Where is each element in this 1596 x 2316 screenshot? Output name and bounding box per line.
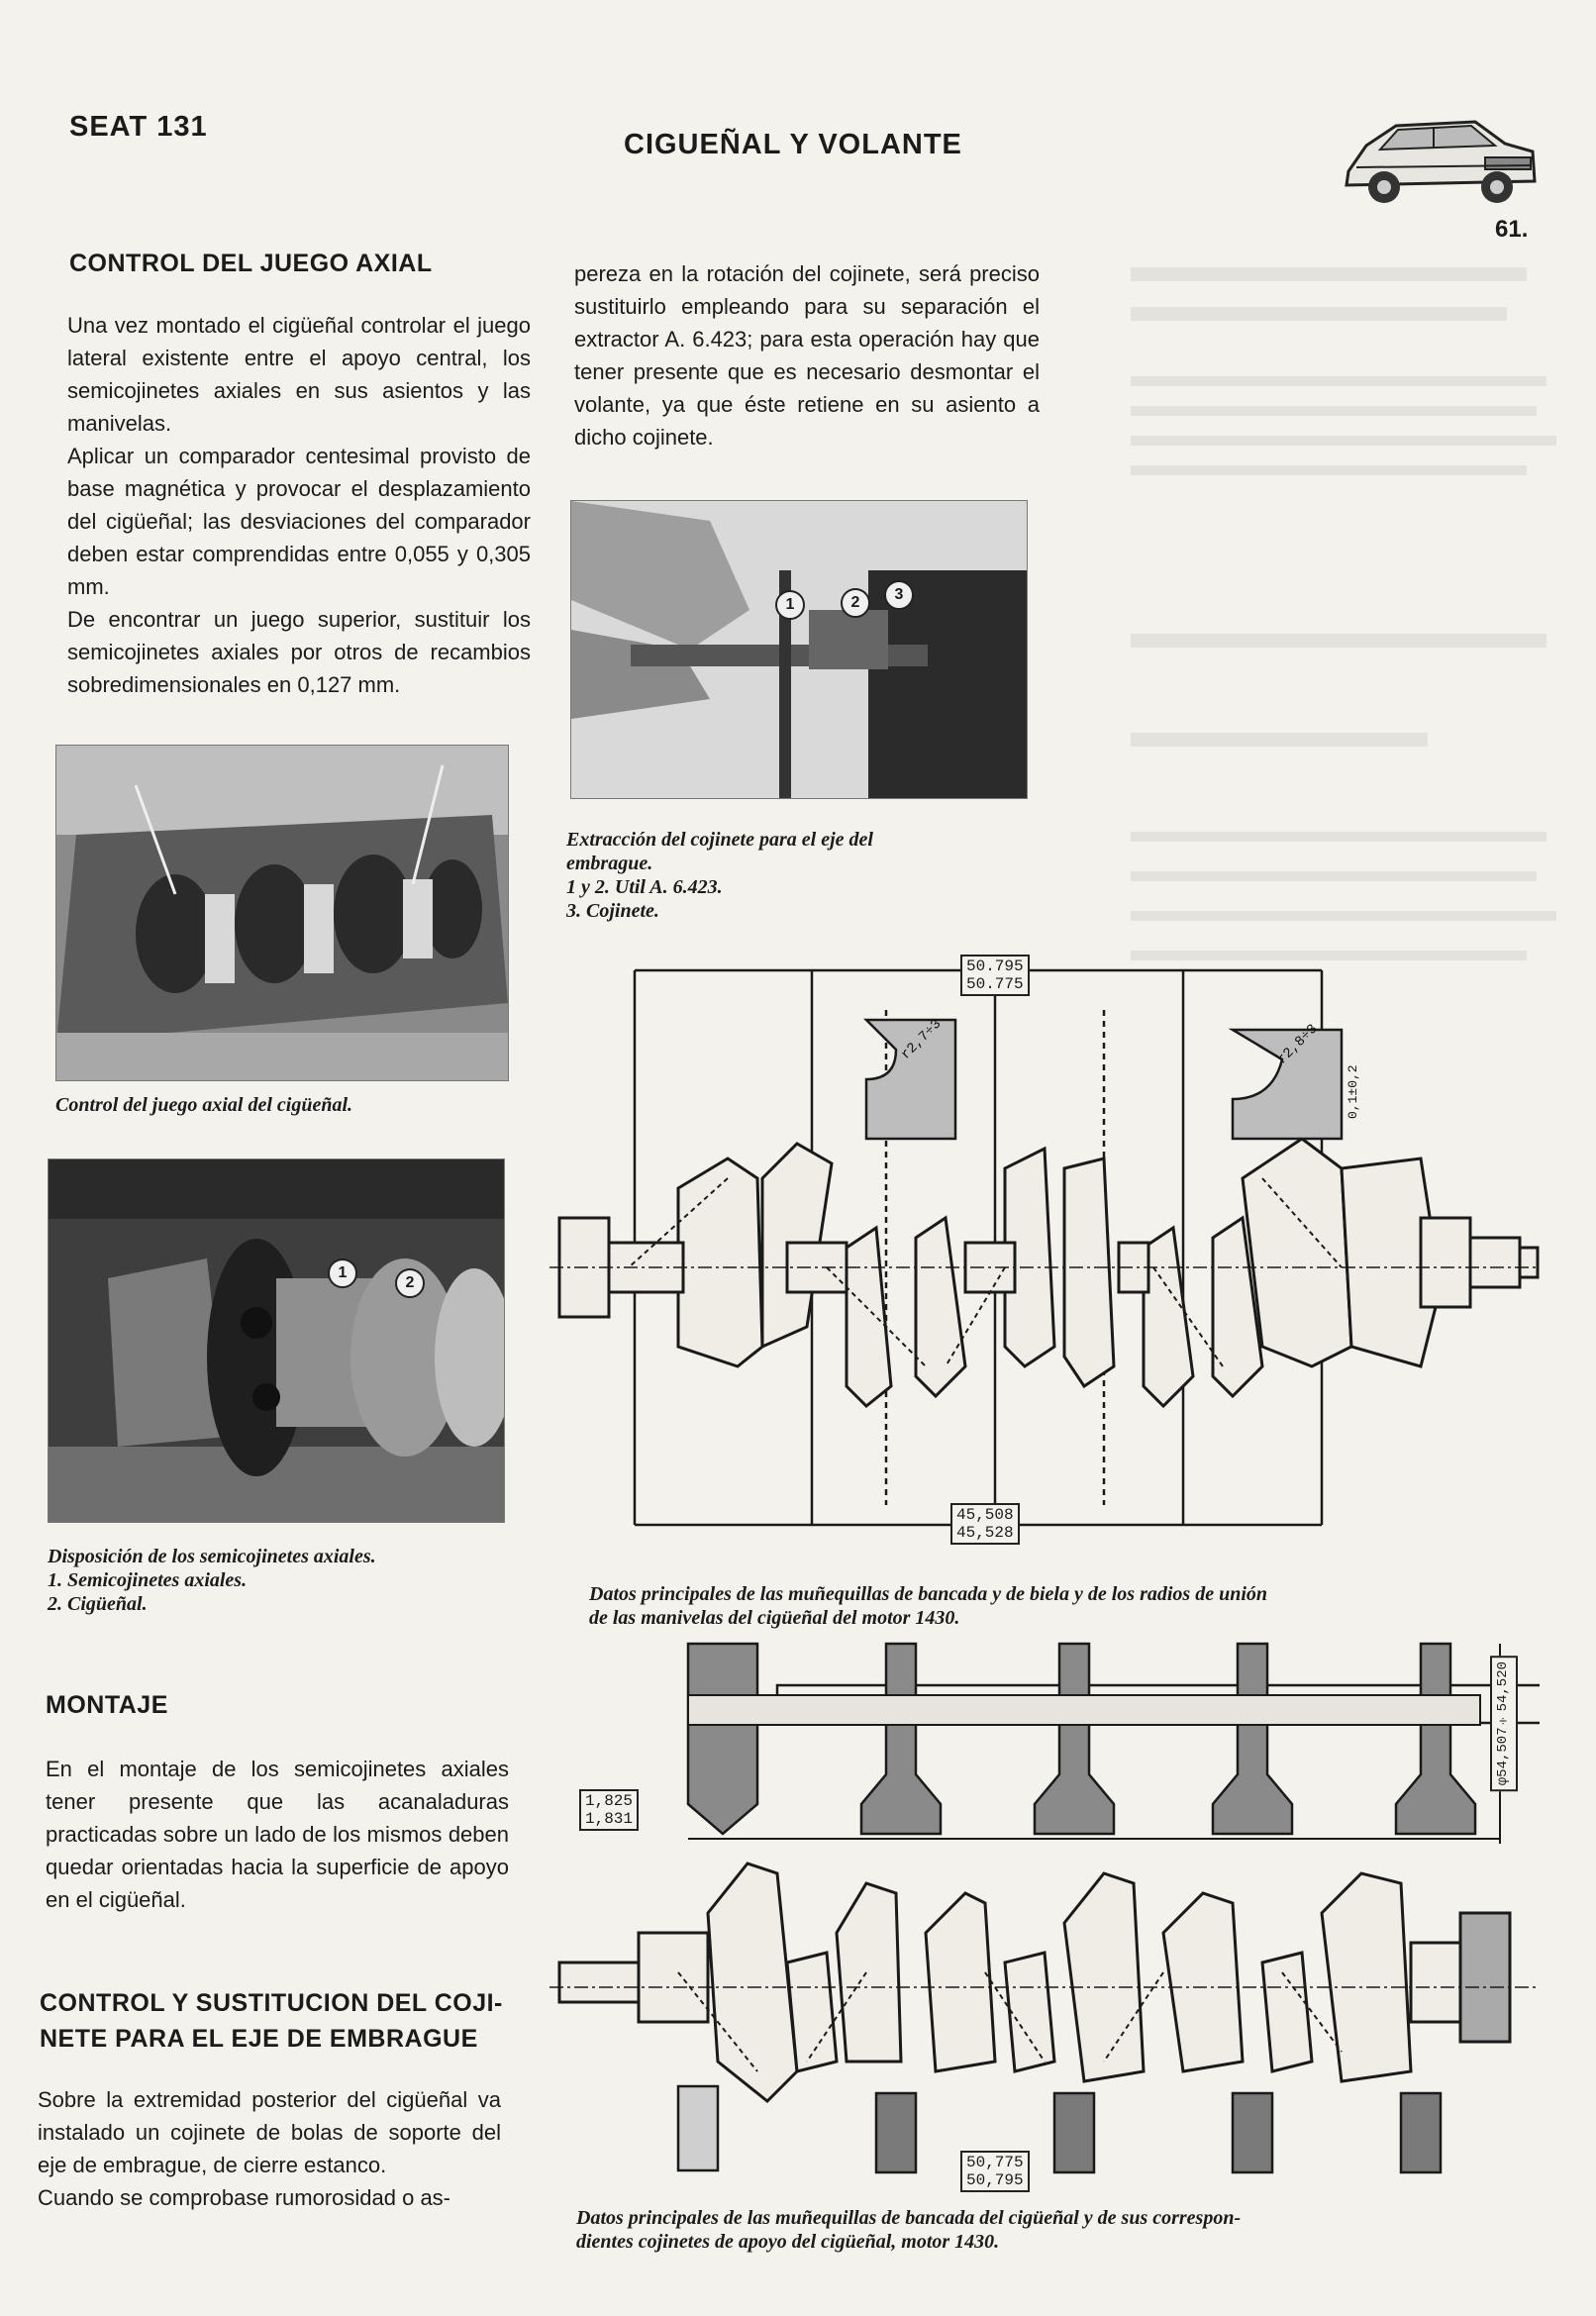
- caption-diagram-top: [589, 1582, 1579, 1630]
- crankshaft-diagram-top: [549, 951, 1540, 1564]
- paragraph: Cuando se comprobase rumorosidad o as-: [38, 2185, 451, 2210]
- photo-axial-play: [55, 745, 509, 1081]
- paragraph: Aplicar un comparador centesimal provisto de base magnética y provocar el desplazamiento del cigüeñal; las desviaciones del comparador deben estar comprendidas entre 0,055 y 0,305 mm.: [67, 444, 531, 599]
- caption-line: Datos principales de las muñequillas de bancada del cigüeñal y de sus correspon-: [576, 2207, 1242, 2229]
- svg-text:r2,7÷3: r2,7÷3: [898, 1016, 946, 1063]
- section-title-montaje: MONTAJE: [46, 1691, 168, 1719]
- dim-value: 1,831: [585, 1810, 634, 1828]
- caption-line: 1 y 2. Util A. 6.423.: [566, 876, 723, 898]
- caption-line: Disposición de los semicojinetes axiales.: [48, 1546, 376, 1567]
- dim-value: 45,528: [956, 1524, 1014, 1542]
- caption-axial-play: Control del juego axial del cigüeñal.: [55, 1094, 353, 1116]
- section-title-cojinete: [40, 1985, 515, 2057]
- caption-line: dientes cojinetes de apoyo del cigüeñal, motor 1430.: [576, 2231, 1000, 2253]
- dim-value: 50.775: [966, 975, 1024, 993]
- paragraph: De encontrar un juego superior, sustituir los semicojinetes axiales por otros de recambios sobredimensionales en 0,127 mm.: [67, 607, 531, 697]
- crankshaft-drawing-top: [549, 951, 1540, 1564]
- callout-1: 1: [328, 1259, 357, 1288]
- title-line: CONTROL Y SUSTITUCION DEL COJI-: [40, 1989, 503, 2017]
- svg-text:0,1±0,2: 0,1±0,2: [1346, 1064, 1360, 1119]
- caption-line: 3. Cojinete.: [566, 900, 659, 922]
- photo-semicojinetes: [48, 1158, 505, 1523]
- caption-line: Datos principales de las muñequillas de bancada y de biela y de los radios de unión: [589, 1583, 1268, 1605]
- paragraph: Una vez montado el cigüeñal controlar el juego lateral existente entre el apoyo central, los semicojinetes axiales en sus asientos y las manivelas.: [67, 313, 531, 436]
- dim-value: 50.795: [966, 957, 1024, 975]
- callout-1: 1: [775, 590, 805, 620]
- callout-3: 3: [884, 580, 914, 610]
- chapter-title: CIGUEÑAL Y VOLANTE: [624, 129, 962, 160]
- dim-value: 50,795: [966, 2171, 1024, 2189]
- dim-thrust-washer: [579, 1789, 639, 1831]
- crankshaft-drawing-bottom: [549, 1636, 1540, 2200]
- dim-value: 45,508: [956, 1506, 1014, 1524]
- svg-text:r2,8÷3: r2,8÷3: [1274, 1021, 1322, 1068]
- crankshaft-diagram-bottom: [549, 1636, 1540, 2200]
- dim-journal-top: [960, 955, 1030, 996]
- car-illustration: [1337, 94, 1545, 223]
- montaje-text: [46, 1753, 509, 1916]
- caption-line: 2. Cigüeñal.: [48, 1593, 148, 1615]
- caption-line: Extracción del cojinete para el eje del: [566, 829, 873, 851]
- dim-value: 50,775: [966, 2154, 1024, 2171]
- caption-diagram-bottom: [576, 2206, 1566, 2254]
- photo-extraction: [570, 500, 1028, 799]
- caption-line: de las manivelas del cigüeñal del motor 1430.: [589, 1607, 960, 1629]
- dim-bore-diameter: φ54,507÷54,520: [1490, 1656, 1518, 1791]
- caption-extraction: [566, 828, 1032, 923]
- dim-crankpin-bottom: [950, 1503, 1020, 1545]
- callout-2: 2: [395, 1268, 425, 1298]
- dim-journal-bottom: [960, 2151, 1030, 2192]
- caption-semicojinetes: [48, 1545, 503, 1616]
- juego-axial-text: [67, 309, 531, 701]
- cojinete-continuation-text: pereza en la rotación del cojinete, será preciso sustituirlo empleando para su separación el extractor A. 6.423; para esta operación hay que tener presente que es necesario desmontar el volante, ya que éste retiene en su asiento a dicho cojinete.: [574, 261, 1040, 450]
- title-line: NETE PARA EL EJE DE EMBRAGUE: [40, 2025, 478, 2053]
- page-number: 61.: [1495, 216, 1529, 243]
- dim-value: 1,825: [585, 1792, 634, 1810]
- caption-line: embrague.: [566, 853, 653, 874]
- model-title: SEAT 131: [69, 111, 208, 143]
- caption-line: 1. Semicojinetes axiales.: [48, 1569, 248, 1591]
- cojinete-text: [38, 2083, 501, 2214]
- paragraph: Sobre la extremidad posterior del cigüeñal va instalado un cojinete de bolas de soporte del eje de embrague, de cierre estanco.: [38, 2087, 501, 2177]
- section-title-juego-axial: CONTROL DEL JUEGO AXIAL: [69, 250, 433, 277]
- paragraph: En el montaje de los semicojinetes axiales tener presente que las acanaladuras practicadas sobre un lado de los mismos deben quedar orientadas hacia la superficie de apoyo en el cigüeñal.: [46, 1757, 509, 1912]
- callout-2: 2: [841, 588, 870, 618]
